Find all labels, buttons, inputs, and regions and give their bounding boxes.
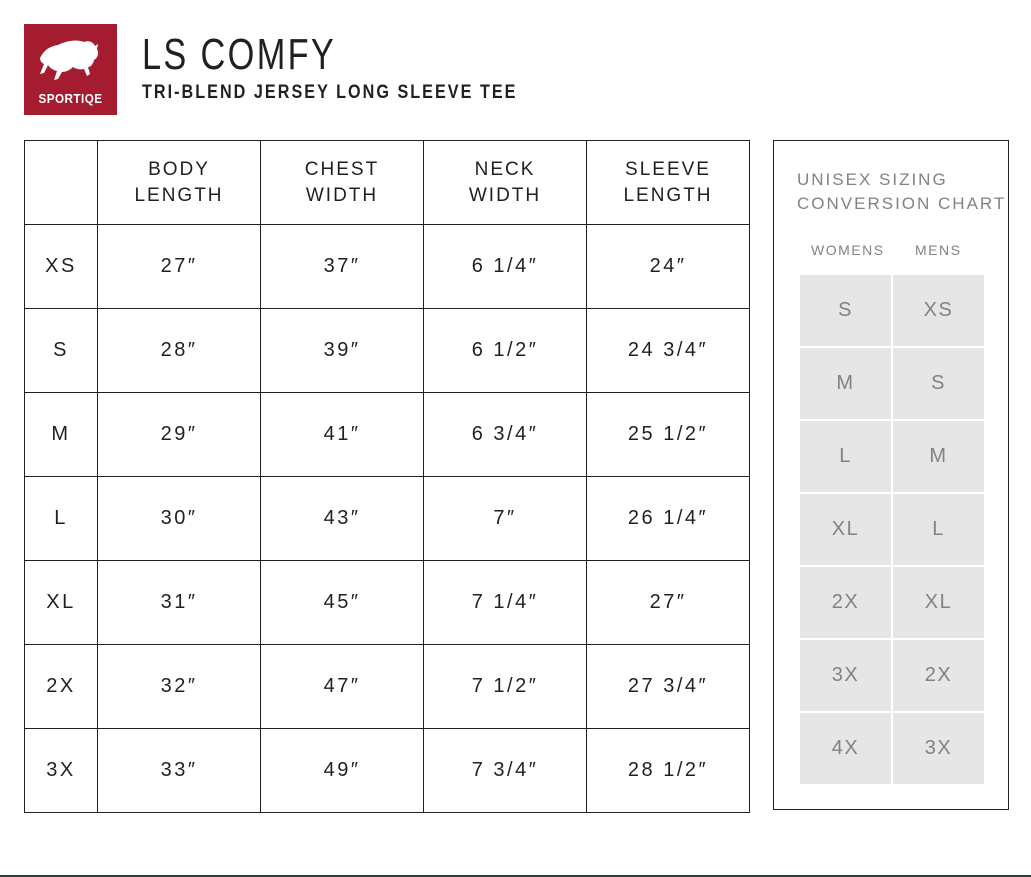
size-label: 3X (25, 729, 98, 813)
chest-width-cell: 47″ (261, 645, 424, 729)
chest-width-cell: 49″ (261, 729, 424, 813)
womens-size-cell: XL (800, 494, 891, 565)
size-chart-table (24, 140, 750, 813)
table-row (25, 645, 750, 729)
conversion-title: UNISEX SIZING CONVERSION CHART (797, 170, 1007, 213)
conversion-row (800, 713, 984, 784)
body-length-cell: 31″ (98, 561, 261, 645)
table-row (25, 309, 750, 393)
mens-size-cell: 2X (893, 640, 984, 711)
conversion-row (800, 348, 984, 419)
table-row (25, 561, 750, 645)
size-label: XL (25, 561, 98, 645)
page-subtitle: TRI-BLEND JERSEY LONG SLEEVE TEE (142, 82, 518, 103)
womens-size-cell: S (800, 275, 891, 346)
sleeve-length-cell: 24″ (587, 225, 750, 309)
sleeve-length-cell: 27″ (587, 561, 750, 645)
womens-size-cell: L (800, 421, 891, 492)
table-row (25, 225, 750, 309)
conversion-row (800, 421, 984, 492)
body-length-cell: 28″ (98, 309, 261, 393)
neck-width-cell: 6 3/4″ (424, 393, 587, 477)
brand-logo (24, 24, 117, 115)
neck-width-cell: 7″ (424, 477, 587, 561)
neck-width-cell: 6 1/2″ (424, 309, 587, 393)
bison-icon (36, 36, 104, 86)
conversion-row (800, 567, 984, 638)
mens-size-cell: L (893, 494, 984, 565)
table-header-row (25, 141, 750, 225)
body-length-cell: 33″ (98, 729, 261, 813)
womens-size-cell: 2X (800, 567, 891, 638)
mens-size-cell: 3X (893, 713, 984, 784)
table-row (25, 477, 750, 561)
chest-width-cell: 41″ (261, 393, 424, 477)
conversion-row (800, 494, 984, 565)
header-sleeve-length: SLEEVE LENGTH (587, 141, 750, 225)
size-label: 2X (25, 645, 98, 729)
neck-width-cell: 7 1/2″ (424, 645, 587, 729)
size-label: L (25, 477, 98, 561)
page-title: LS COMFY (142, 30, 337, 79)
sleeve-length-cell: 25 1/2″ (587, 393, 750, 477)
neck-width-cell: 7 3/4″ (424, 729, 587, 813)
chest-width-cell: 43″ (261, 477, 424, 561)
womens-size-cell: 3X (800, 640, 891, 711)
chest-width-cell: 37″ (261, 225, 424, 309)
header-chest-width: CHEST WIDTH (261, 141, 424, 225)
conversion-chart (773, 140, 1009, 810)
chest-width-cell: 45″ (261, 561, 424, 645)
chest-width-cell: 39″ (261, 309, 424, 393)
sleeve-length-cell: 27 3/4″ (587, 645, 750, 729)
header-body-length: BODY LENGTH (98, 141, 261, 225)
body-length-cell: 32″ (98, 645, 261, 729)
neck-width-cell: 7 1/4″ (424, 561, 587, 645)
sleeve-length-cell: 24 3/4″ (587, 309, 750, 393)
mens-column-header: MENS (915, 242, 962, 258)
header-neck-width: NECK WIDTH (424, 141, 587, 225)
conversion-grid (800, 275, 984, 786)
mens-size-cell: XS (893, 275, 984, 346)
conversion-row (800, 275, 984, 346)
womens-size-cell: M (800, 348, 891, 419)
body-length-cell: 30″ (98, 477, 261, 561)
mens-size-cell: M (893, 421, 984, 492)
header-size (25, 141, 98, 225)
size-label: M (25, 393, 98, 477)
body-length-cell: 29″ (98, 393, 261, 477)
mens-size-cell: XL (893, 567, 984, 638)
brand-name: SPORTIQE (38, 91, 103, 106)
table-row (25, 393, 750, 477)
size-label: XS (25, 225, 98, 309)
table-row (25, 729, 750, 813)
womens-size-cell: 4X (800, 713, 891, 784)
size-label: S (25, 309, 98, 393)
body-length-cell: 27″ (98, 225, 261, 309)
mens-size-cell: S (893, 348, 984, 419)
conversion-row (800, 640, 984, 711)
sleeve-length-cell: 26 1/4″ (587, 477, 750, 561)
sleeve-length-cell: 28 1/2″ (587, 729, 750, 813)
neck-width-cell: 6 1/4″ (424, 225, 587, 309)
womens-column-header: WOMENS (811, 242, 885, 258)
